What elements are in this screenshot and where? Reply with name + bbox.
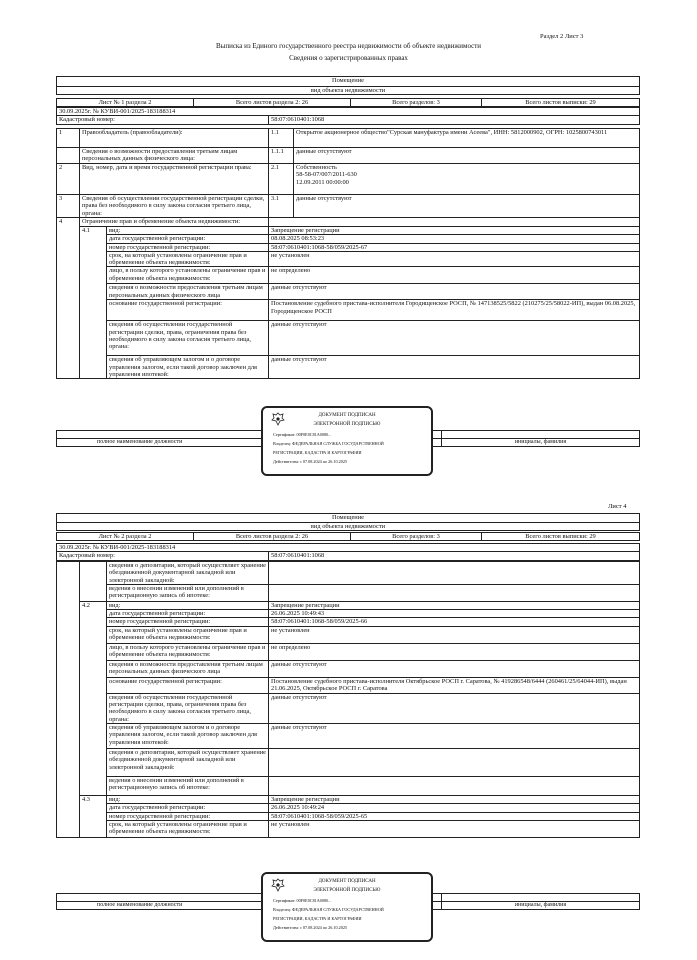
row-label: номер государственной регистрации: <box>107 243 269 251</box>
table-row <box>57 795 640 803</box>
row-label: вид: <box>107 601 269 609</box>
stamp-title: ДОКУМЕНТ ПОДПИСАН <box>318 879 376 884</box>
stamp-certificate: Сертификат: 00F0E0C81A0080... <box>273 898 332 903</box>
row-label: ведения о внесении изменений или дополнений в регистрационную запись об ипотеке: <box>107 584 269 601</box>
row-value <box>269 562 640 585</box>
stamp-validity: Действителен: с 07.08.2024 по 26.10.2025 <box>273 925 348 930</box>
object-caption: вид объекта недвижимости <box>57 87 640 95</box>
row-label: срок, на который установлены ограничение прав и обременение объекта недвижимости: <box>107 626 269 643</box>
row-value: Постановление судебного пристава-исполнителя Октябрьское РОСП г. Саратова, № 419286548/6444 (260461/25/64044-ИП), выдан 21.06.2025, Октябрьское РОСП г. Саратова <box>269 677 640 693</box>
row-label: Ограничение прав и обременение объекта недвижимости: <box>80 218 269 227</box>
document-title: Выписка из Единого государственного реестра недвижимости об объекте недвижимости <box>215 42 482 50</box>
cadastral-label: Кадастровый номер: <box>57 552 269 560</box>
row-number: 1 <box>57 129 80 148</box>
row-subnumber <box>80 562 107 602</box>
row-label: сведения об осуществлении государственной регистрации сделки, права, ограничения права без необходимого в силу закона согласия третьего лица, органа: <box>107 321 269 356</box>
row-subnumber: 4.2 <box>80 601 107 795</box>
row-subnumber: 1.1 <box>269 129 294 148</box>
stamp-owner-cont: РЕГИСТРАЦИИ, КАДАСТРА И КАРТОГРАФИИ <box>273 450 362 455</box>
object-caption: вид объекта недвижимости <box>57 523 640 531</box>
table-row <box>57 804 640 812</box>
object-type: Помещение <box>57 77 640 87</box>
row-label: номер государственной регистрации: <box>107 812 269 820</box>
row-label: дата государственной регистрации: <box>107 610 269 618</box>
row-label: срок, на который установлены ограничение прав и обременение объекта недвижимости: <box>107 820 269 837</box>
electronic-signature-stamp <box>261 872 433 942</box>
row-value: данные отсутствуют <box>269 321 640 356</box>
row-subnumber: 1.1.1 <box>269 148 294 164</box>
row-label: срок, на который установлены ограничение прав и обременение объекта недвижимости: <box>107 251 269 267</box>
row-value: Запрещение регистрации <box>269 601 640 609</box>
document-reference: 30.09.2025г. № КУВИ-001/2025-183188314 <box>57 108 640 116</box>
table-row <box>57 748 640 776</box>
row-value <box>269 748 640 776</box>
cadastral-number: 58:07:0610401:1068 <box>269 116 640 124</box>
table-row <box>57 584 640 601</box>
row-label: сведения о депозитарии, который осуществляет хранение обездвиженной документарной закладной или электронной закладной: <box>107 562 269 585</box>
row-subnumber: 4.3 <box>80 795 107 837</box>
stamp-owner: Владелец: ФЕДЕРАЛЬНАЯ СЛУЖБА ГОСУДАРСТВЕННОЙ <box>273 907 384 912</box>
document-subtitle: Сведения о зарегистрированных правах <box>289 54 408 62</box>
row-label: Правообладатель (правообладатели): <box>80 129 269 148</box>
row-value: Запрещение регистрации <box>269 795 640 803</box>
reference-block <box>56 543 640 561</box>
sheet-number: Лист № 1 раздела 2 <box>57 99 194 107</box>
stamp-title: ДОКУМЕНТ ПОДПИСАН <box>318 413 376 418</box>
row-label: дата государственной регистрации: <box>107 235 269 243</box>
row-value: данные отсутствуют <box>269 723 640 748</box>
table-row <box>57 660 640 677</box>
row-label: ведения о внесении изменений или дополнений в регистрационную запись об ипотеке: <box>107 776 269 795</box>
stamp-validity: Действителен: с 07.08.2024 по 26.10.2025 <box>273 459 348 464</box>
table-row <box>57 723 640 748</box>
row-value: не определено <box>269 267 640 284</box>
table-row <box>57 626 640 643</box>
row-subnumber: 2.1 <box>269 164 294 195</box>
row-number: 4 <box>57 218 80 379</box>
row-label: дата государственной регистрации: <box>107 804 269 812</box>
row-label: основание государственной регистрации: <box>107 300 269 321</box>
extract-sheets-total: Всего листов выписки: 29 <box>482 99 640 107</box>
row-value: Постановление судебного пристава-исполнителя Городищенское РОСП, № 147138525/5822 (210275/25/58022-ИП), выдан 06.08.2025, Городищенское РОСП <box>269 300 640 321</box>
row-label: сведения о депозитарии, который осуществляет хранение обездвиженной документарной закладной или электронной закладной: <box>107 748 269 776</box>
cadastral-label: Кадастровый номер: <box>57 116 269 124</box>
row-value: не установлен <box>269 820 640 837</box>
table-row <box>57 693 640 723</box>
object-header <box>56 513 640 531</box>
row-label: номер государственной регистрации: <box>107 618 269 626</box>
sheet-number: Лист № 2 раздела 2 <box>57 533 194 541</box>
row-label: основание государственной регистрации: <box>107 677 269 693</box>
initials-caption: инициалы, фамилия <box>442 902 640 910</box>
row-value: 58:07:0610401:1068-58/059/2025-67 <box>269 243 640 251</box>
row-subnumber: 4.1 <box>80 227 107 379</box>
row-label: сведения об осуществлении государственной регистрации сделки, права, ограничения права без необходимого в силу закона согласия третьего лица, органа: <box>107 693 269 723</box>
table-row <box>57 820 640 837</box>
row-value: Запрещение регистрации <box>269 227 640 235</box>
row-value: 58:07:0610401:1068-58/059/2025-66 <box>269 618 640 626</box>
row-value: не установлен <box>269 251 640 267</box>
table-row <box>57 610 640 618</box>
restrictions-table <box>56 561 640 838</box>
row-value: 58:07:0610401:1068-58/059/2025-65 <box>269 812 640 820</box>
table-row <box>57 618 640 626</box>
position-caption: полное наименование должности <box>57 439 442 447</box>
sheet-info <box>56 532 640 541</box>
table-row <box>57 677 640 693</box>
row-label: Вид, номер, дата и время государственной регистрации права: <box>80 164 269 195</box>
row-value: Открытое акционерное общество"Сурская мануфактура имени Асеева", ИНН: 5812000902, ОГРН: 1025800743011 <box>294 129 640 148</box>
row-value <box>269 584 640 601</box>
row-value: Собственность 58-58-07/007/2011-630 12.09.2011 00:00:00 <box>294 164 640 195</box>
stamp-subtitle: ЭЛЕКТРОННОЙ ПОДПИСЬЮ <box>313 422 381 427</box>
row-value <box>269 776 640 795</box>
row-number: 2 <box>57 164 80 195</box>
row-value: данные отсутствуют <box>269 660 640 677</box>
table-row <box>57 776 640 795</box>
stamp-owner-cont: РЕГИСТРАЦИИ, КАДАСТРА И КАРТОГРАФИИ <box>273 916 362 921</box>
row-label: сведения о возможности предоставления третьим лицам персональных данных физического лица <box>107 284 269 300</box>
row-number: 3 <box>57 195 80 218</box>
row-label: Сведения о возможности предоставления третьим лицам персональных данных физического лица: <box>80 148 269 164</box>
row-label: сведения о возможности предоставления третьим лицам персональных данных физического лица <box>107 660 269 677</box>
section-sheets-total: Всего листов раздела 2: 26 <box>194 533 351 541</box>
section-sheet-label: Раздел 2 Лист 3 <box>540 33 584 40</box>
row-label: вид: <box>107 227 269 235</box>
sections-total: Всего разделов: 3 <box>351 99 482 107</box>
section-sheets-total: Всего листов раздела 2: 26 <box>194 99 351 107</box>
stamp-owner: Владелец: ФЕДЕРАЛЬНАЯ СЛУЖБА ГОСУДАРСТВЕННОЙ <box>273 441 384 446</box>
row-label: лицо, в пользу которого установлены ограничение прав и обременение объекта недвижимости: <box>107 643 269 660</box>
row-label: Сведения об осуществлении государственной регистрации сделки, права без необходимого в силу закона согласия третьего лица, органа: <box>80 195 269 218</box>
cadastral-number: 58:07:0610401:1068 <box>269 552 640 560</box>
table-row <box>57 601 640 609</box>
extract-sheets-total: Всего листов выписки: 29 <box>482 533 640 541</box>
row-value: данные отсутствуют <box>294 148 640 164</box>
row-value: 26.06.2025 10:49:24 <box>269 804 640 812</box>
row-value: не определено <box>269 643 640 660</box>
object-type: Помещение <box>57 514 640 523</box>
row-value: данные отсутствуют <box>294 195 640 218</box>
table-row <box>57 562 640 585</box>
row-value: данные отсутствуют <box>269 356 640 379</box>
row-label: сведения об управляющем залогом и о договоре управления залогом, если такой договор заключен для управления ипотекой: <box>107 356 269 379</box>
position-caption: полное наименование должности <box>57 902 442 910</box>
table-row <box>57 812 640 820</box>
row-value: не установлен <box>269 626 640 643</box>
row-label: сведения об управляющем залогом и о договоре управления залогом, если такой договор заключен для управления ипотекой: <box>107 723 269 748</box>
initials-caption: инициалы, фамилия <box>442 439 640 447</box>
sections-total: Всего разделов: 3 <box>351 533 482 541</box>
stamp-subtitle: ЭЛЕКТРОННОЙ ПОДПИСЬЮ <box>313 888 381 893</box>
row-value: данные отсутствуют <box>269 284 640 300</box>
row-label: вид: <box>107 795 269 803</box>
row-label: лицо, в пользу которого установлены ограничение прав и обременение объекта недвижимости: <box>107 267 269 284</box>
stamp-certificate: Сертификат: 00F0E0C81A0080... <box>273 432 332 437</box>
document-reference: 30.09.2025г. № КУВИ-001/2025-183188314 <box>57 544 640 552</box>
row-subnumber: 3.1 <box>269 195 294 218</box>
table-row <box>57 643 640 660</box>
row-value: данные отсутствуют <box>269 693 640 723</box>
row-number <box>57 562 80 838</box>
sheet-label: Лист 4 <box>608 503 627 510</box>
row-value: 08.08.2025 08:53:23 <box>269 235 640 243</box>
row-value: 26.06.2025 10:49:43 <box>269 610 640 618</box>
